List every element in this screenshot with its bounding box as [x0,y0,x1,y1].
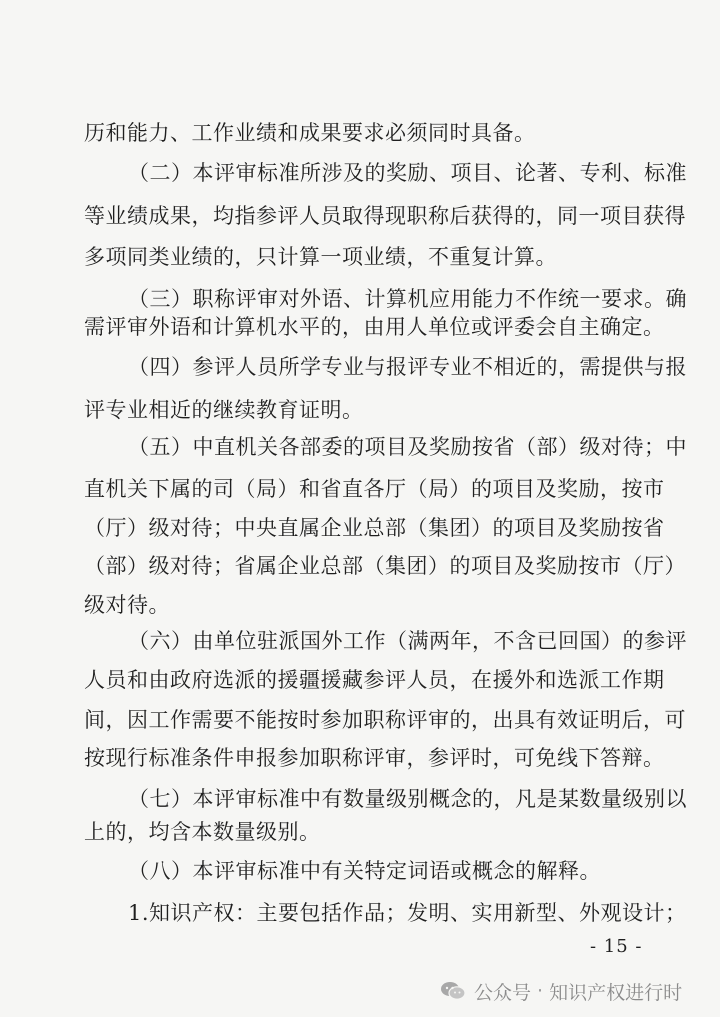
watermark-account: 知识产权进行时 [549,981,683,1004]
text-line: （三）职称评审对外语、计算机应用能力不作统一要求。确 [128,287,687,311]
watermark [440,976,682,1006]
text-line: （四）参评人员所学专业与报评专业不相近的，需提供与报 [128,355,687,379]
text-line: （五）中直机关各部委的项目及奖励按省（部）级对待；中 [128,435,687,459]
text-line: 级对待。 [84,593,170,617]
text-line: （七）本评审标准中有数量级别概念的，凡是某数量级别以 [128,787,687,811]
text-line: 历和能力、工作业绩和成果要求必须同时具备。 [84,121,536,145]
watermark-prefix: 公众号 [474,981,532,1004]
text-line: （二）本评审标准所涉及的奖励、项目、论著、专利、标准 [128,161,687,185]
text-line: 间，因工作需要不能按时参加职称评审的，出具有效证明后，可 [84,708,686,732]
text-line: 需评审外语和计算机水平的，由用人单位或评委会自主确定。 [84,315,665,339]
watermark-separator: · [537,980,544,1002]
text-line: （八）本评审标准中有关特定词语或概念的解释。 [128,859,601,883]
page-number: - 15 - [590,936,643,957]
text-line: （厅）级对待；中央直属企业总部（集团）的项目及奖励按省 [84,516,665,540]
text-line: 等业绩成果，均指参评人员取得现职称后获得的，同一项目获得 [84,204,686,228]
text-line: 按现行标准条件申报参加职称评审，参评时，可免线下答辩。 [84,746,665,770]
text-line: 直机关下属的司（局）和省直各厅（局）的项目及奖励，按市 [84,477,665,501]
text-line: 上的，均含本数量级别。 [84,820,321,844]
text-line: 评专业相近的继续教育证明。 [84,398,364,422]
text-line: （六）由单位驻派国外工作（满两年，不含已回国）的参评 [128,629,687,653]
wechat-icon [440,981,466,1001]
text-line: 多项同类业绩的，只计算一项业绩，不重复计算。 [84,245,557,269]
text-line: （部）级对待；省属企业总部（集团）的项目及奖励按市（厅） [84,554,686,578]
text-line: 1.知识产权：主要包括作品；发明、实用新型、外观设计； [128,901,687,925]
text-line: 人员和由政府选派的援疆援藏参评人员，在援外和选派工作期 [84,668,665,692]
